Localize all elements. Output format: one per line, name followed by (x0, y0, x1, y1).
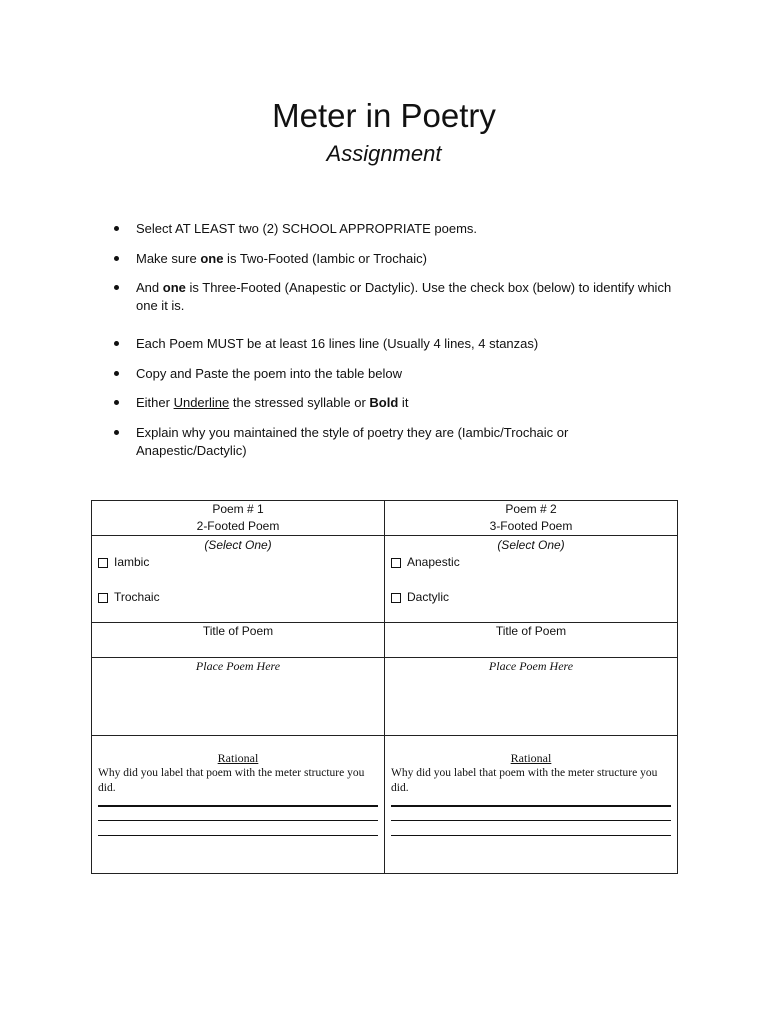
poem-1-rational-cell[interactable]: Rational Why did you label that poem with the meter structure you did. (92, 736, 385, 874)
document-subtitle: Assignment (326, 141, 442, 166)
table-row (92, 501, 678, 536)
instructions-list (113, 220, 673, 471)
poem-2-body-cell[interactable]: Place Poem Here (385, 658, 678, 736)
list-item: Each Poem MUST be at least 16 lines line (Usually 4 lines, 4 stanzas) (113, 335, 673, 353)
list-item: Copy and Paste the poem into the table below (113, 365, 673, 383)
list-item: And one is Three-Footed (Anapestic or Dactylic). Use the check box (below) to identify which one it is. (113, 279, 673, 315)
poem-table (91, 500, 678, 874)
poem-2-rational-cell[interactable]: Rational Why did you label that poem with the meter structure you did. (385, 736, 678, 874)
list-item: Select AT LEAST two (2) SCHOOL APPROPRIATE poems. (113, 220, 673, 238)
checkbox-iambic[interactable]: Iambic (98, 554, 378, 571)
poem-2-header: Poem # 2 3-Footed Poem (385, 501, 678, 536)
answer-line (98, 805, 378, 807)
poem-2-meter-select: (Select One) Anapestic Dactylic (385, 536, 678, 623)
answer-line (391, 820, 671, 821)
table-row (92, 623, 678, 658)
table-row (92, 658, 678, 736)
answer-line (98, 835, 378, 836)
checkbox-icon[interactable] (391, 558, 401, 568)
checkbox-trochaic[interactable]: Trochaic (98, 589, 378, 606)
poem-1-meter-select: (Select One) Iambic Trochaic (92, 536, 385, 623)
table-row (92, 536, 678, 623)
checkbox-icon[interactable] (391, 593, 401, 603)
poem-2-title-cell[interactable]: Title of Poem (385, 623, 678, 658)
checkbox-icon[interactable] (98, 558, 108, 568)
list-item: Either Underline the stressed syllable or Bold it (113, 394, 673, 412)
checkbox-icon[interactable] (98, 593, 108, 603)
poem-1-title-cell[interactable]: Title of Poem (92, 623, 385, 658)
answer-line (391, 835, 671, 836)
document-title: Meter in Poetry (272, 97, 496, 134)
checkbox-dactylic[interactable]: Dactylic (391, 589, 671, 606)
poem-1-body-cell[interactable]: Place Poem Here (92, 658, 385, 736)
list-item: Explain why you maintained the style of poetry they are (Iambic/Trochaic or Anapestic/Dactylic) (113, 424, 673, 460)
poem-1-header: Poem # 1 2-Footed Poem (92, 501, 385, 536)
list-item: Make sure one is Two-Footed (Iambic or Trochaic) (113, 250, 673, 268)
table-row (92, 736, 678, 874)
answer-line (391, 805, 671, 807)
answer-line (98, 820, 378, 821)
checkbox-anapestic[interactable]: Anapestic (391, 554, 671, 571)
